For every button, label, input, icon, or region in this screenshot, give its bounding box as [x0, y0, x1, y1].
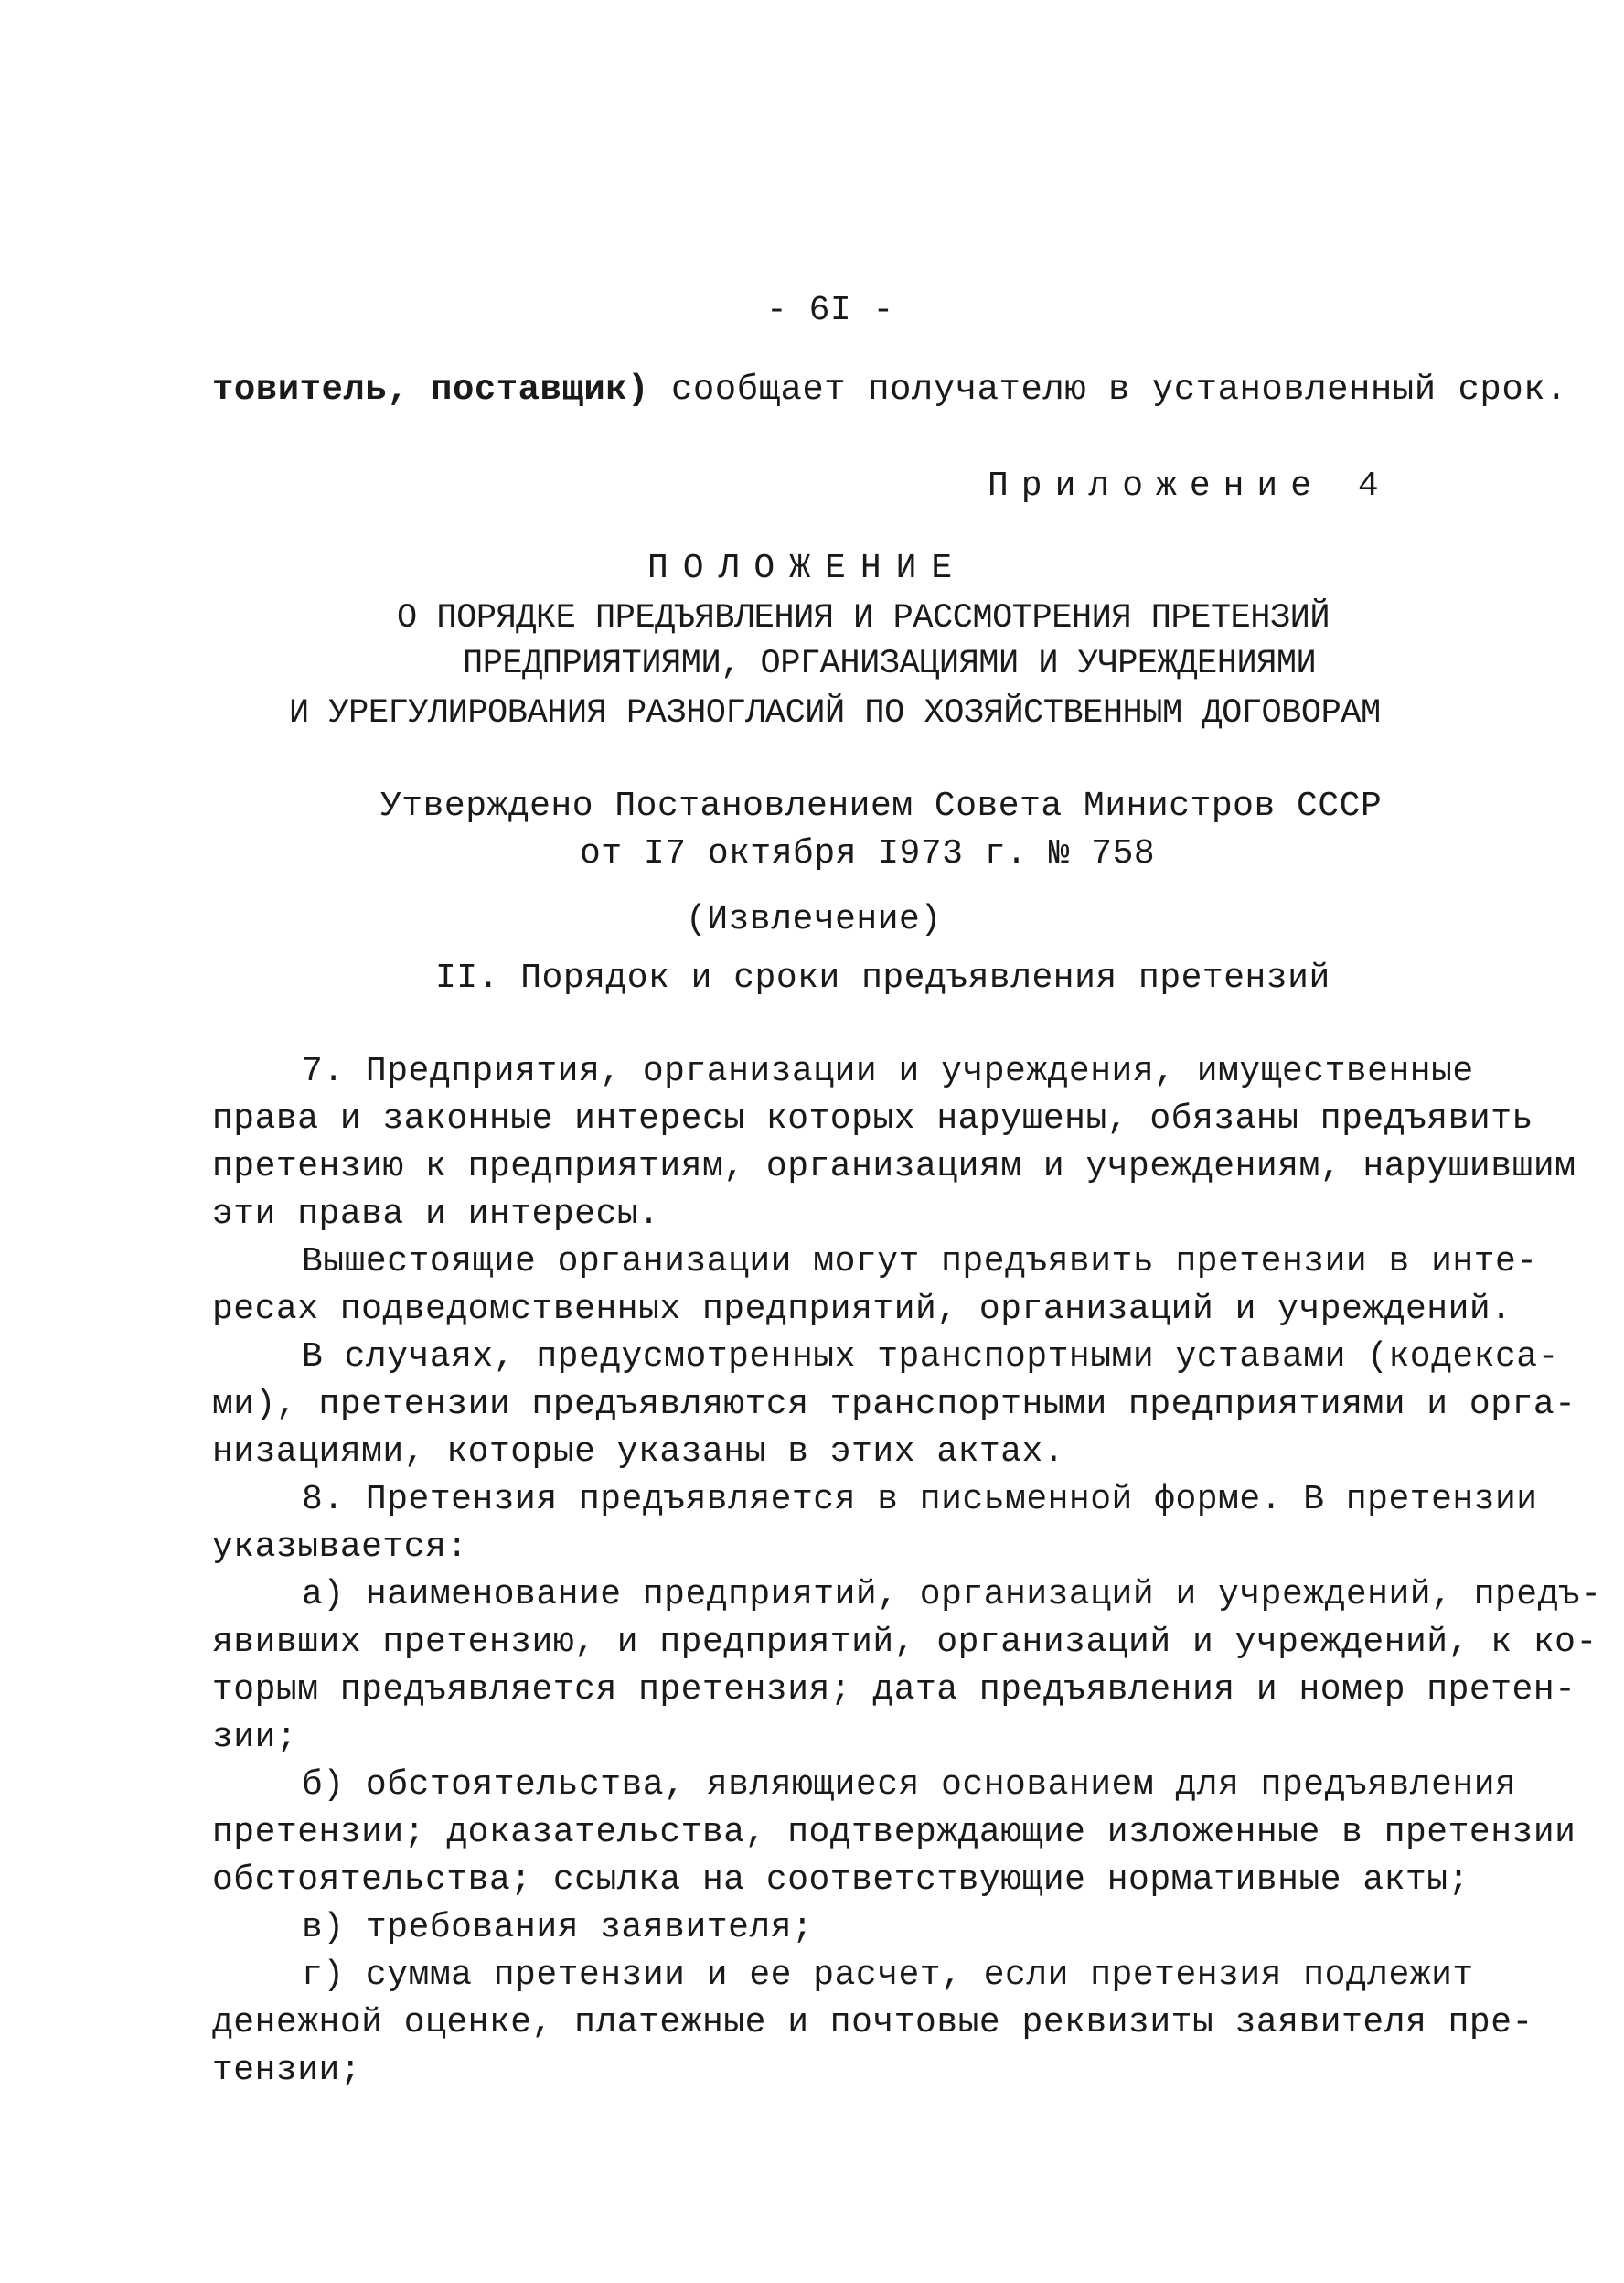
- body-line-16: б) обстоятельства, являющиеся основанием для предъявления: [302, 1765, 1517, 1805]
- body-line-10: 8. Претензия предъявляется в письменной форме. В претензии: [302, 1480, 1538, 1519]
- body-line-21: денежной оценке, платежные и почтовые реквизиты заявителя пре-: [212, 2003, 1533, 2042]
- body-line-18: обстоятельства; ссылка на соответствующие нормативные акты;: [212, 1860, 1469, 1900]
- continuation-line: [212, 368, 1567, 412]
- appendix-label: Приложение 4: [988, 466, 1392, 506]
- document-title: ПОЛОЖЕНИЕ: [647, 549, 967, 588]
- heading-line-1: О ПОРЯДКЕ ПРЕДЪЯВЛЕНИЯ И РАССМОТРЕНИЯ ПРЕТЕНЗИЙ: [397, 599, 1330, 638]
- body-line-7: В случаях, предусмотренных транспортными уставами (кодекса-: [302, 1337, 1559, 1377]
- body-line-12: а) наименование предприятий, организаций и учреждений, предъ-: [302, 1575, 1602, 1614]
- body-line-11: указывается:: [212, 1527, 468, 1567]
- heading-line-3: И УРЕГУЛИРОВАНИЯ РАЗНОГЛАСИЙ ПО ХОЗЯЙСТВЕННЫМ ДОГОВОРАМ: [289, 694, 1381, 733]
- continuation-text: сообщает получателю в установленный срок.: [649, 370, 1568, 410]
- page-number: - 6I -: [766, 291, 894, 330]
- body-line-20: г) сумма претензии и ее расчет, если претензия подлежит: [302, 1956, 1474, 1995]
- body-line-13: явивших претензию, и предприятий, организаций и учреждений, к ко-: [212, 1623, 1597, 1662]
- body-line-5: Вышестоящие организации могут предъявить претензии в инте-: [302, 1242, 1538, 1281]
- body-line-3: претензию к предприятиям, организациям и учреждениям, нарушившим: [212, 1147, 1576, 1186]
- body-line-8: ми), претензии предъявляются транспортными предприятиями и орга-: [212, 1385, 1576, 1424]
- body-line-17: претензии; доказательства, подтверждающие изложенные в претензии: [212, 1813, 1576, 1852]
- approval-line-1: Утверждено Постановлением Совета Министров СССР: [380, 787, 1383, 826]
- continuation-bold-text: товитель, поставщик): [212, 370, 650, 410]
- body-line-19: в) требования заявителя;: [302, 1908, 814, 1947]
- body-line-6: ресах подведомственных предприятий, организаций и учреждений.: [212, 1290, 1512, 1329]
- body-line-22: тензии;: [212, 2051, 362, 2090]
- heading-line-2: ПРЕДПРИЯТИЯМИ, ОРГАНИЗАЦИЯМИ И УЧРЕЖДЕНИЯМИ: [463, 645, 1317, 683]
- body-line-2: права и законные интересы которых нарушены, обязаны предъявить: [212, 1099, 1533, 1139]
- section-title: II. Порядок и сроки предъявления претензий: [435, 959, 1330, 998]
- body-line-1: 7. Предприятия, организации и учреждения, имущественные: [302, 1052, 1474, 1091]
- body-line-9: низациями, которые указаны в этих актах.: [212, 1432, 1065, 1472]
- body-line-4: эти права и интересы.: [212, 1195, 660, 1234]
- approval-line-2: от I7 октября I973 г. № 758: [580, 834, 1156, 874]
- body-line-15: зии;: [212, 1718, 298, 1757]
- body-line-14: торым предъявляется претензия; дата предъявления и номер претен-: [212, 1670, 1576, 1710]
- extract-note: (Извлечение): [686, 900, 942, 939]
